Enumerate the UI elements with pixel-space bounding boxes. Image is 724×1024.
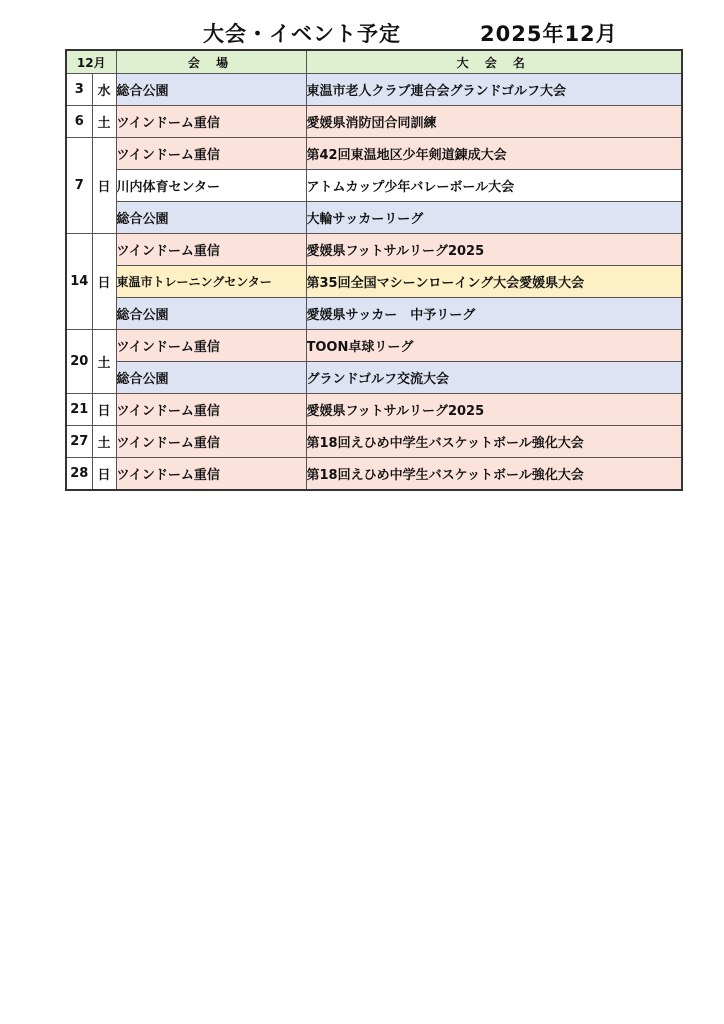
weekday-cell: 土 [92, 330, 116, 394]
table-row [66, 362, 682, 394]
date-cell: 14 [66, 234, 92, 330]
date-cell: 27 [66, 426, 92, 458]
table-row [66, 234, 682, 266]
table-row [66, 330, 682, 362]
schedule-month: 2025年12月 [480, 22, 618, 46]
venue-cell: ツインドーム重信 [116, 106, 306, 138]
table-row [66, 298, 682, 330]
weekday-cell: 土 [92, 426, 116, 458]
venue-cell: 総合公園 [116, 362, 306, 394]
table-row [66, 170, 682, 202]
event-name-cell: 第18回えひめ中学生バスケットボール強化大会 [306, 458, 682, 491]
event-name-cell: 愛媛県サッカー 中予リーグ [306, 298, 682, 330]
venue-cell: ツインドーム重信 [116, 138, 306, 170]
event-name-cell: 愛媛県フットサルリーグ2025 [306, 394, 682, 426]
table-row [66, 426, 682, 458]
venue-column-header: 会 場 [116, 50, 306, 74]
venue-cell: ツインドーム重信 [116, 458, 306, 491]
event-name-cell: 第35回全国マシーンローイング大会愛媛県大会 [306, 266, 682, 298]
table-row [66, 138, 682, 170]
page-title: 大会・イベント予定 [203, 22, 401, 46]
table-row [66, 394, 682, 426]
date-cell: 3 [66, 74, 92, 106]
weekday-cell: 日 [92, 394, 116, 426]
date-cell: 28 [66, 458, 92, 491]
event-name-cell: グランドゴルフ交流大会 [306, 362, 682, 394]
venue-cell: 総合公園 [116, 202, 306, 234]
table-body [66, 74, 682, 491]
venue-cell: ツインドーム重信 [116, 234, 306, 266]
venue-cell: ツインドーム重信 [116, 330, 306, 362]
table-row [66, 266, 682, 298]
event-name-cell: 愛媛県消防団合同訓練 [306, 106, 682, 138]
weekday-cell: 水 [92, 74, 116, 106]
table-header-row [66, 50, 682, 74]
venue-cell: 総合公園 [116, 74, 306, 106]
weekday-cell: 日 [92, 138, 116, 234]
date-cell: 20 [66, 330, 92, 394]
venue-cell: 川内体育センター [116, 170, 306, 202]
table-row [66, 202, 682, 234]
date-cell: 21 [66, 394, 92, 426]
date-cell: 6 [66, 106, 92, 138]
month-column-header: 12月 [66, 50, 116, 74]
event-column-header: 大 会 名 [306, 50, 682, 74]
event-name-cell: 第18回えひめ中学生バスケットボール強化大会 [306, 426, 682, 458]
page-header [0, 14, 724, 50]
venue-cell: 総合公園 [116, 298, 306, 330]
event-name-cell: 愛媛県フットサルリーグ2025 [306, 234, 682, 266]
venue-cell: 東温市トレーニングセンター [116, 266, 306, 298]
venue-cell: ツインドーム重信 [116, 394, 306, 426]
event-name-cell: 第42回東温地区少年剣道錬成大会 [306, 138, 682, 170]
event-name-cell: 大輪サッカーリーグ [306, 202, 682, 234]
event-schedule-table [65, 49, 683, 491]
event-name-cell: アトムカップ少年バレーボール大会 [306, 170, 682, 202]
weekday-cell: 日 [92, 234, 116, 330]
date-cell: 7 [66, 138, 92, 234]
table-row [66, 74, 682, 106]
event-name-cell: TOON卓球リーグ [306, 330, 682, 362]
table-row [66, 106, 682, 138]
weekday-cell: 日 [92, 458, 116, 491]
event-name-cell: 東温市老人クラブ連合会グランドゴルフ大会 [306, 74, 682, 106]
weekday-cell: 土 [92, 106, 116, 138]
table-row [66, 458, 682, 491]
venue-cell: ツインドーム重信 [116, 426, 306, 458]
